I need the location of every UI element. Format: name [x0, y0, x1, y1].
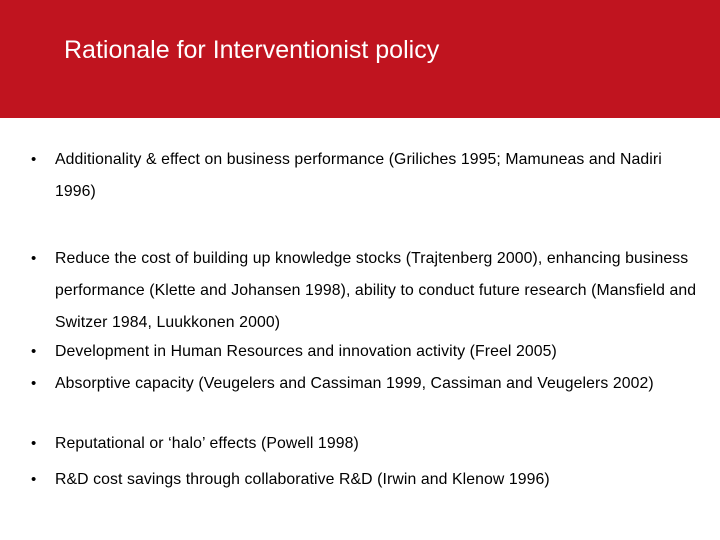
bullet-text: Reputational or ‘halo’ effects (Powell 1998) — [55, 435, 359, 452]
bullet-text: Absorptive capacity (Veugelers and Cassiman 1999, Cassiman and Veugelers 2002) — [55, 375, 654, 392]
bullet-marker: • — [31, 471, 37, 488]
bullet-marker: • — [31, 151, 37, 168]
bullet-marker: • — [31, 250, 37, 267]
bullet-text: Reduce the cost of building up knowledge stocks (Trajtenberg 2000), enhancing business performance (Klette and Johansen 1998), ability to conduct future research (Mansfield and Switzer 1984, Luukkonen 2000) — [55, 250, 697, 331]
bullet-marker: • — [31, 343, 37, 360]
title-banner — [0, 0, 720, 118]
slide-title: Rationale for Interventionist policy — [64, 36, 440, 64]
bullet-text: R&D cost savings through collaborative R&D (Irwin and Klenow 1996) — [55, 471, 550, 488]
bullet-marker: • — [31, 375, 37, 392]
bullet-text: Development in Human Resources and innovation activity (Freel 2005) — [55, 343, 557, 360]
bullet-marker: • — [31, 435, 37, 452]
bullet-text: Additionality & effect on business performance (Griliches 1995; Mamuneas and Nadiri 1996) — [55, 151, 662, 200]
